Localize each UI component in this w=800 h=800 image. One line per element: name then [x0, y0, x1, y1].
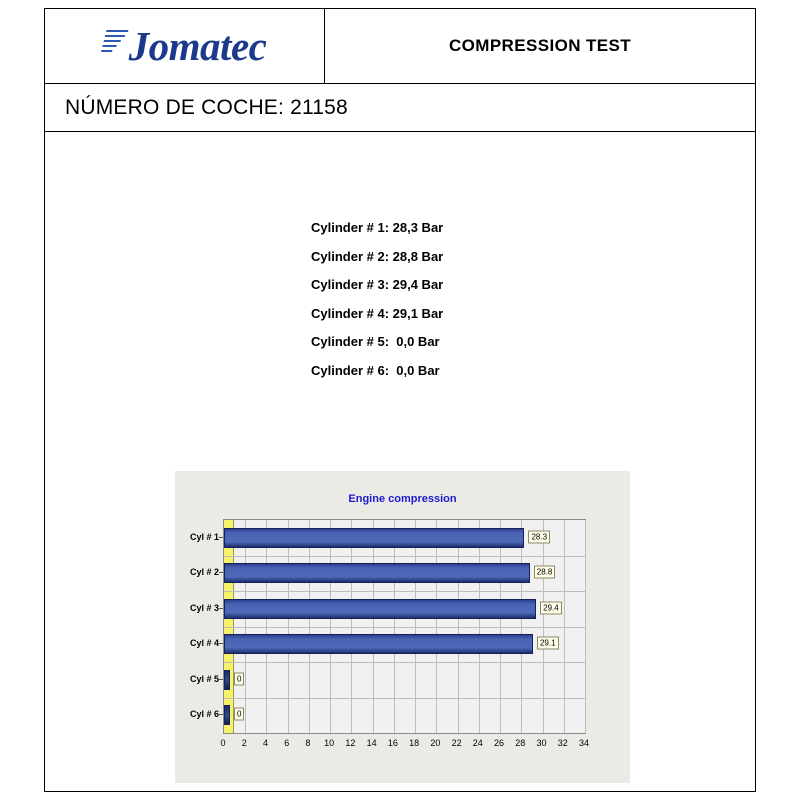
cylinder-readings-list: [45, 214, 755, 385]
chart-x-tick-label: 22: [451, 738, 462, 748]
list-item: Cylinder # 2: 28,8 Bar: [311, 248, 444, 264]
chart-x-tick-label: 6: [284, 738, 290, 748]
document-header: [45, 9, 755, 84]
logo-stripes-icon: [99, 30, 130, 58]
list-item: Cylinder # 5: 0,0 Bar: [311, 334, 440, 349]
logo-cell: [45, 9, 325, 83]
chart-x-tick-label: 2: [241, 738, 247, 748]
chart-x-tick-label: 30: [536, 738, 547, 748]
chart-x-tick-label: 16: [387, 738, 398, 748]
page-title: COMPRESSION TEST: [448, 36, 632, 55]
chart-category-label: Cyl # 3: [189, 602, 219, 613]
chart-y-tick: [219, 537, 223, 538]
chart-category-label: Cyl # 1: [189, 531, 219, 542]
chart-value-label: 28.8: [534, 566, 556, 579]
chart-category-label: Cyl # 4: [189, 638, 219, 649]
chart-bar: [224, 670, 230, 690]
chart-rowline: [224, 698, 585, 699]
chart-y-tick: [219, 608, 223, 609]
chart-value-label: 29.4: [540, 601, 562, 614]
logo-text: omatec: [148, 22, 267, 69]
chart-bar: [224, 563, 530, 583]
logo-initial: J: [128, 22, 149, 69]
title-cell: [325, 9, 755, 83]
chart-x-tick-label: 24: [472, 738, 483, 748]
list-item: Cylinder # 4: 29,1 Bar: [311, 305, 444, 321]
car-number: NÚMERO DE COCHE: 21158: [65, 95, 348, 119]
chart-x-tick-label: 28: [515, 738, 526, 748]
chart-x-tick-label: 12: [345, 738, 356, 748]
chart-category-label: Cyl # 6: [189, 709, 219, 720]
chart-gridline: [585, 520, 586, 733]
chart-rowline: [224, 627, 585, 628]
chart-bar: [224, 528, 524, 548]
chart-bar: [224, 634, 533, 654]
chart-rowline: [224, 591, 585, 592]
chart-x-tick-label: 4: [262, 738, 268, 748]
list-item: Cylinder # 3: 29,4 Bar: [311, 277, 444, 292]
chart-bar: [224, 599, 536, 619]
chart-x-tick-label: 10: [324, 738, 335, 748]
chart-plot-area: [223, 519, 586, 734]
report-sheet: [44, 8, 756, 792]
chart-rowline: [224, 556, 585, 557]
chart-title: Engine compression: [348, 493, 457, 505]
list-item: Cylinder # 6: 0,0 Bar: [311, 362, 440, 378]
engine-compression-chart: [175, 471, 630, 783]
jomatec-logo: [103, 22, 267, 69]
chart-value-label: 0: [234, 708, 244, 721]
chart-y-tick: [219, 679, 223, 680]
chart-x-tick-label: 0: [220, 738, 226, 748]
chart-x-tick-label: 26: [494, 738, 505, 748]
chart-value-label: 28.3: [528, 530, 550, 543]
chart-value-label: 0: [234, 672, 244, 685]
chart-x-tick-label: 34: [578, 738, 590, 748]
chart-value-label: 29.1: [537, 637, 559, 650]
chart-y-tick: [219, 714, 223, 715]
chart-x-tick-label: 18: [409, 738, 420, 748]
list-item: Cylinder # 1: 28,3 Bar: [311, 220, 444, 235]
chart-x-tick-label: 8: [305, 738, 311, 748]
chart-y-tick: [219, 643, 223, 644]
chart-x-tick-label: 14: [366, 738, 377, 748]
chart-category-label: Cyl # 2: [189, 567, 219, 578]
chart-plot-background: [224, 520, 585, 733]
chart-bar: [224, 705, 230, 725]
car-number-row: [45, 84, 755, 132]
chart-category-label: Cyl # 5: [189, 673, 219, 684]
chart-x-tick-label: 20: [430, 738, 441, 748]
chart-x-tick-label: 32: [557, 738, 568, 748]
chart-y-tick: [219, 572, 223, 573]
chart-rowline: [224, 662, 585, 663]
